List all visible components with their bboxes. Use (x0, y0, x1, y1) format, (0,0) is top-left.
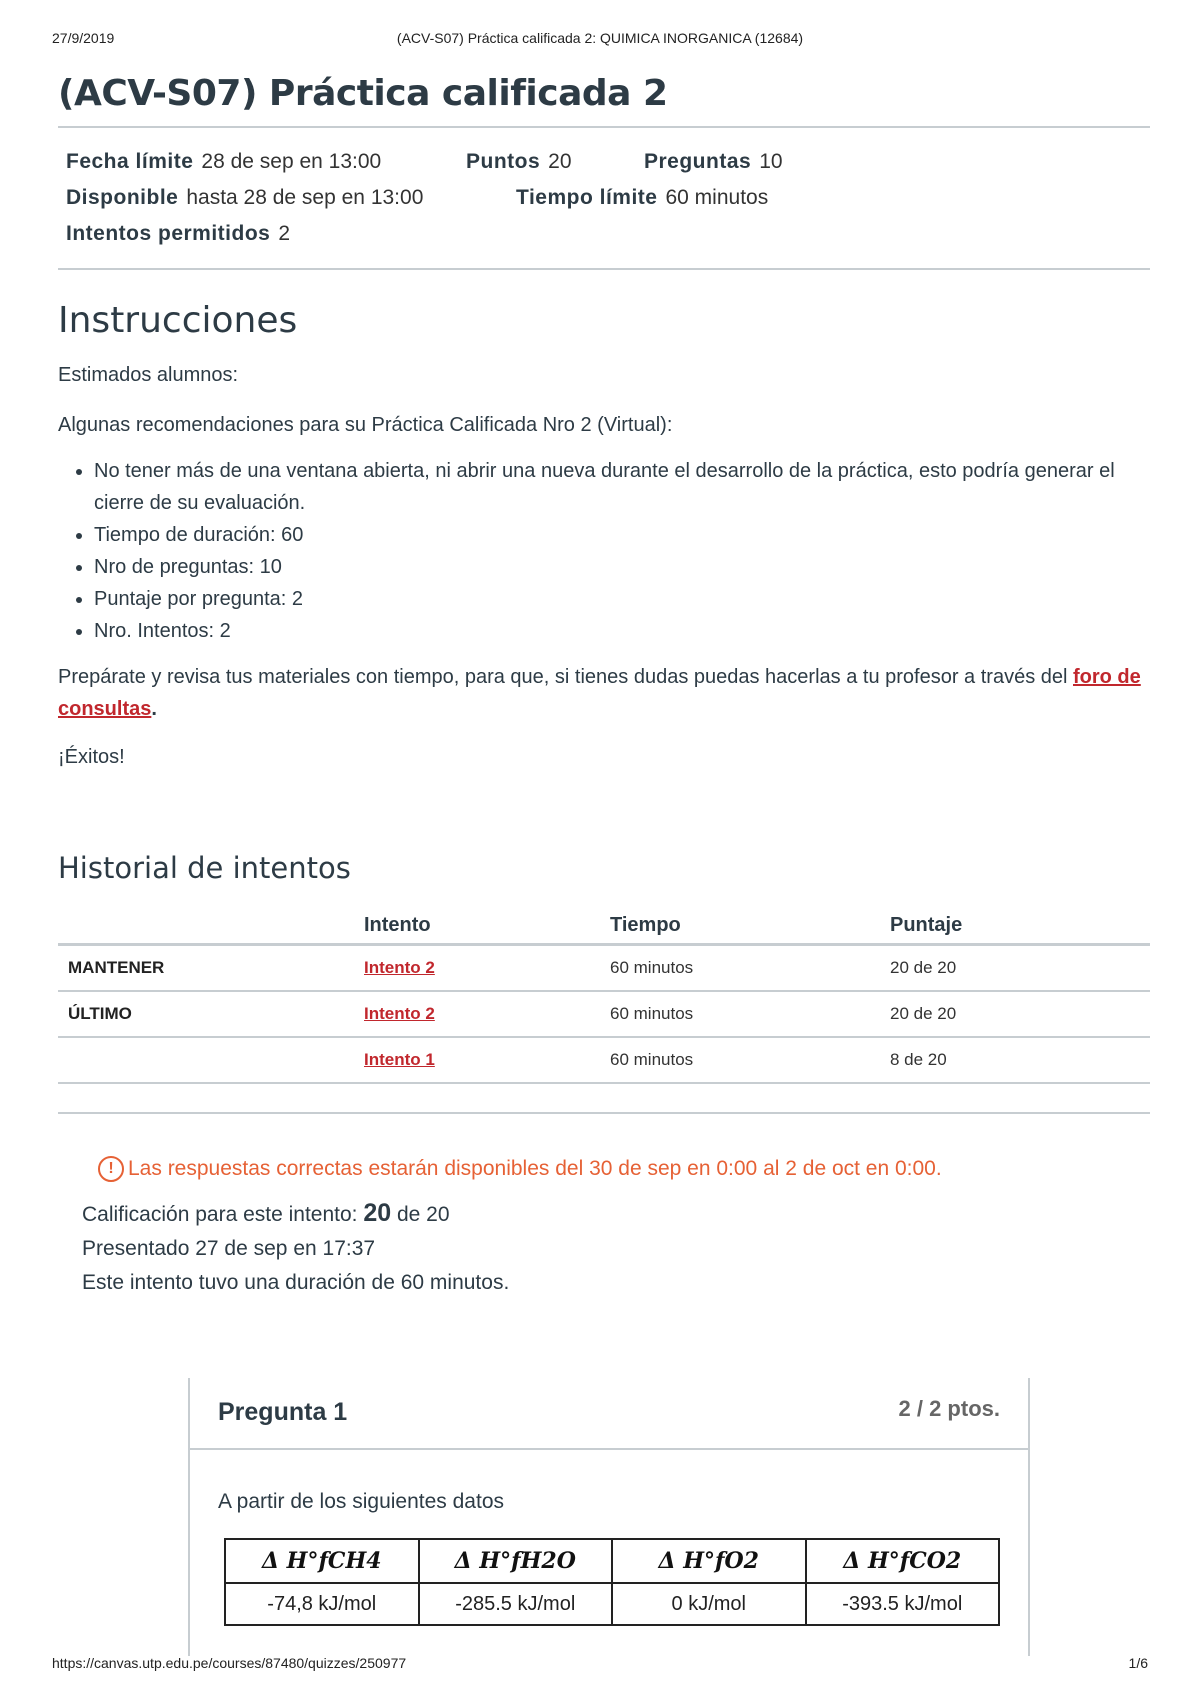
question-text: A partir de los siguientes datos (218, 1490, 505, 1513)
attempt-summary (82, 1196, 1150, 1300)
attempt-score: 20 de 20 (890, 945, 1150, 992)
closing-text: ¡Éxitos! (58, 746, 125, 768)
grade-score: 20 (363, 1199, 392, 1227)
attempt-time: 60 minutos (610, 991, 890, 1037)
list-item: • Nro de preguntas: 10 (94, 551, 1150, 583)
history-heading: Historial de intentos (58, 851, 351, 885)
points: Puntos 20 (466, 150, 572, 173)
page-number: 1/6 (1128, 1655, 1148, 1671)
attempt-time: 60 minutos (610, 1037, 890, 1083)
questions-count: Preguntas 10 (644, 150, 783, 173)
attempt-label: MANTENER (58, 945, 364, 992)
enthalpy-value: -393.5 kJ/mol (806, 1583, 1000, 1625)
time-limit: Tiempo límite 60 minutos (516, 186, 769, 209)
attempts-allowed: Intentos permitidos 2 (66, 222, 291, 245)
grade-line: Calificación para este intento: 20 de 20 (82, 1199, 450, 1227)
enthalpy-header: Δ H°fH2O (419, 1539, 613, 1583)
attempt-label: ÚLTIMO (58, 991, 364, 1037)
list-item: • Nro. Intentos: 2 (94, 615, 1150, 647)
instructions-heading: Instrucciones (58, 300, 298, 341)
attempt-link[interactable]: Intento 2 (364, 958, 435, 977)
available-until: Disponible hasta 28 de sep en 13:00 (66, 186, 424, 209)
prep-paragraph: Prepárate y revisa tus materiales con tiempo, para que, si tienes dudas puedas hacerlas a tu profesor a través del foro de consultas. (58, 666, 1141, 720)
notice-text: Las respuestas correctas estarán disponibles del 30 de sep en 0:00 al 2 de oct en 0:00. (128, 1157, 942, 1180)
enthalpy-table (224, 1538, 1000, 1626)
instructions-intro: Algunas recomendaciones para su Práctica Calificada Nro 2 (Virtual): (58, 414, 673, 436)
question-points: 2 / 2 ptos. (898, 1396, 1000, 1421)
enthalpy-value: 0 kJ/mol (612, 1583, 806, 1625)
question-card (188, 1378, 1030, 1656)
greeting: Estimados alumnos: (58, 364, 239, 386)
print-url: https://canvas.utp.edu.pe/courses/87480/quizzes/250977 (52, 1655, 407, 1671)
attempt-score: 8 de 20 (890, 1037, 1150, 1083)
attempt-link[interactable]: Intento 2 (364, 1004, 435, 1023)
print-title: (ACV-S07) Práctica calificada 2: QUIMICA INORGANICA (12684) (396, 30, 804, 46)
enthalpy-value: -285.5 kJ/mol (419, 1583, 613, 1625)
question-header (190, 1378, 1028, 1450)
attempt-score: 20 de 20 (890, 991, 1150, 1037)
enthalpy-header: Δ H°fCO2 (806, 1539, 1000, 1583)
column-header: Intento (364, 899, 610, 945)
due-date: Fecha límite 28 de sep en 13:00 (66, 150, 382, 173)
list-item: • No tener más de una ventana abierta, ni abrir una nueva durante el desarrollo de la práctica, esto podría generar el cierre de su evaluación. (94, 455, 1150, 519)
column-header (58, 899, 364, 945)
question-title: Pregunta 1 (218, 1398, 348, 1426)
list-item: • Puntaje por pregunta: 2 (94, 583, 1150, 615)
column-header: Tiempo (610, 899, 890, 945)
attempt-link[interactable]: Intento 1 (364, 1050, 435, 1069)
attempt-time: 60 minutos (610, 945, 890, 992)
enthalpy-header: Δ H°fCH4 (225, 1539, 419, 1583)
table-row (58, 945, 1150, 992)
warning-icon: ! (98, 1156, 124, 1182)
attempt-label (58, 1037, 364, 1083)
main-content (58, 66, 1150, 1300)
quiz-details (58, 128, 1150, 268)
divider (58, 268, 1150, 270)
divider (58, 1112, 1150, 1114)
recommendations-list (58, 455, 1150, 647)
column-header: Puntaje (890, 899, 1150, 945)
submitted-line: Presentado 27 de sep en 17:37 (82, 1237, 376, 1260)
list-item: • Tiempo de duración: 60 (94, 519, 1150, 551)
duration-line: Este intento tuvo una duración de 60 minutos. (82, 1271, 510, 1294)
print-date: 27/9/2019 (52, 30, 115, 46)
forum-link[interactable]: foro de consultas (58, 666, 1141, 720)
enthalpy-header: Δ H°fO2 (612, 1539, 806, 1583)
answers-notice (98, 1156, 1150, 1182)
attempts-table (58, 899, 1150, 1084)
table-row (58, 991, 1150, 1037)
table-row (58, 1037, 1150, 1083)
enthalpy-value: -74,8 kJ/mol (225, 1583, 419, 1625)
page-title: (ACV-S07) Práctica calificada 2 (58, 73, 668, 114)
